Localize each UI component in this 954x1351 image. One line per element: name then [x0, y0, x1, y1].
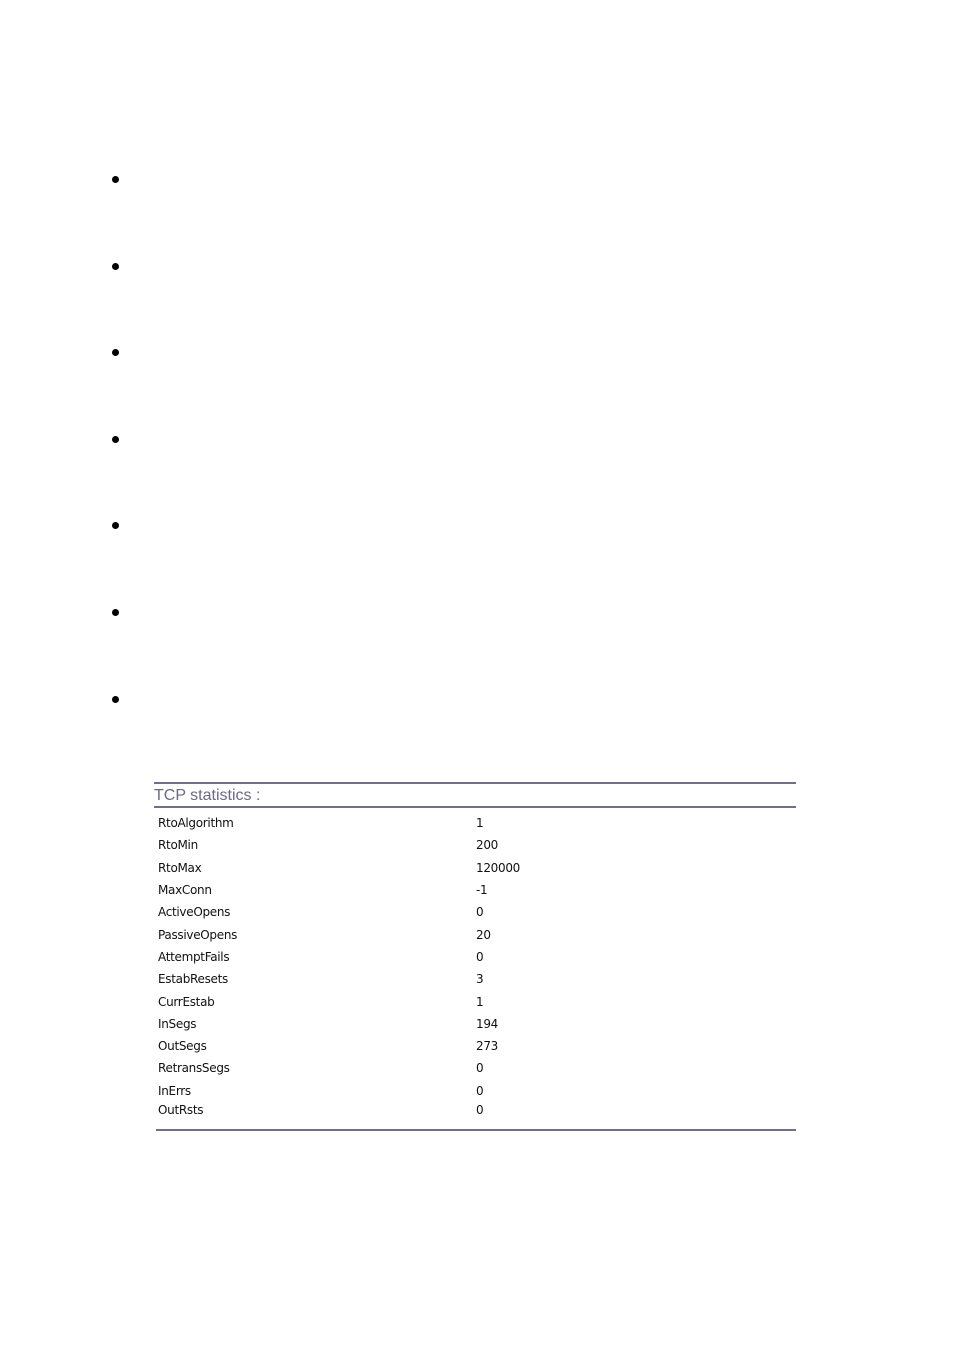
- stat-value: 0: [476, 949, 484, 964]
- tcp-statistics-header: [154, 782, 796, 808]
- stat-value: 0: [476, 905, 484, 920]
- stat-value: 3: [476, 972, 484, 987]
- stat-name: ActiveOpens: [158, 905, 231, 920]
- stat-name: RtoAlgorithm: [158, 816, 234, 831]
- table-row: [156, 1102, 796, 1130]
- stat-value: 20: [476, 927, 491, 942]
- table-row: [156, 879, 796, 901]
- stat-name: MaxConn: [158, 883, 212, 898]
- table-row: [156, 946, 796, 968]
- stat-value: 120000: [476, 860, 521, 875]
- stat-name: AttemptFails: [158, 949, 230, 964]
- tcp-statistics-table: [156, 812, 796, 1131]
- table-row: [156, 1080, 796, 1102]
- table-row: [156, 990, 796, 1012]
- table-row: [156, 812, 796, 834]
- stat-name: InSegs: [158, 1016, 197, 1031]
- stat-value: 0: [476, 1102, 484, 1117]
- table-row: [156, 1013, 796, 1035]
- stat-name: CurrEstab: [158, 994, 215, 1009]
- table-row: [156, 923, 796, 945]
- bullet-point: [112, 263, 119, 270]
- stat-name: EstabResets: [158, 972, 228, 987]
- stat-name: OutSegs: [158, 1039, 207, 1054]
- stat-value: -1: [476, 883, 488, 898]
- table-row: [156, 901, 796, 923]
- bullet-point: [112, 176, 119, 183]
- table-row: [156, 857, 796, 879]
- bullet-point: [112, 522, 119, 529]
- stat-name: OutRsts: [158, 1102, 204, 1117]
- table-row: [156, 1057, 796, 1079]
- bullet-point: [112, 696, 119, 703]
- stat-value: 0: [476, 1083, 484, 1098]
- tcp-statistics-panel: [154, 782, 796, 1131]
- bullet-point: [112, 436, 119, 443]
- bullet-point: [112, 349, 119, 356]
- stat-value: 1: [476, 994, 484, 1009]
- stat-value: 0: [476, 1061, 484, 1076]
- stat-name: RtoMax: [158, 860, 202, 875]
- stat-name: PassiveOpens: [158, 927, 238, 942]
- table-row: [156, 834, 796, 856]
- tcp-statistics-title: TCP statistics :: [154, 787, 261, 804]
- stat-name: RtoMin: [158, 838, 198, 853]
- stat-name: InErrs: [158, 1083, 191, 1098]
- bullet-point: [112, 609, 119, 616]
- stat-value: 1: [476, 816, 484, 831]
- stat-value: 273: [476, 1039, 499, 1054]
- stat-name: RetransSegs: [158, 1061, 230, 1076]
- table-row: [156, 1035, 796, 1057]
- stat-value: 194: [476, 1016, 499, 1031]
- stat-value: 200: [476, 838, 499, 853]
- table-row: [156, 968, 796, 990]
